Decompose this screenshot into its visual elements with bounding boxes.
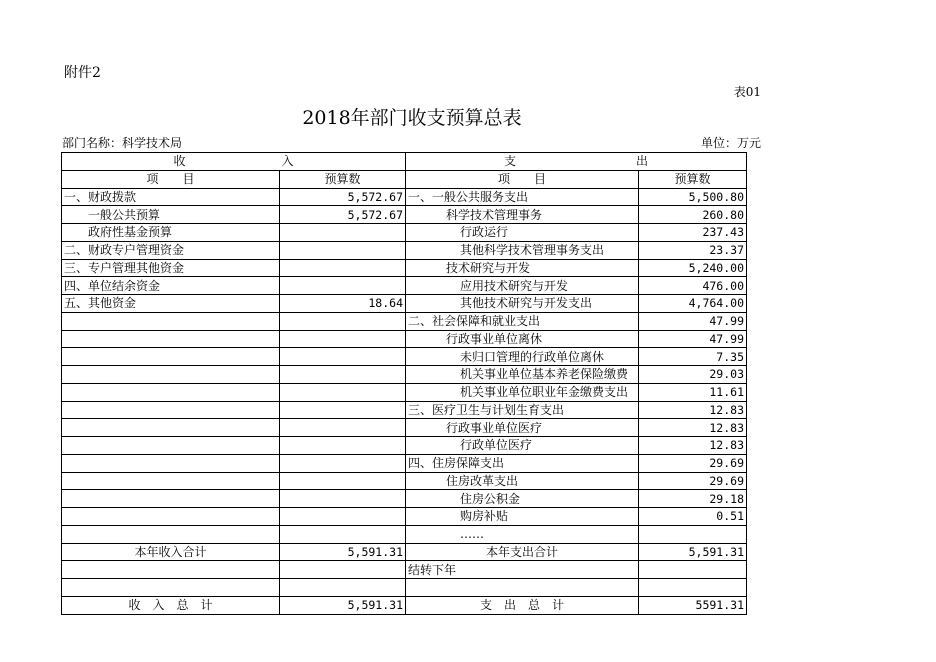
table-row (62, 419, 747, 437)
table-row (62, 490, 747, 508)
table-row (62, 188, 747, 206)
expense-value: 11.61 (639, 383, 747, 401)
expense-item: 机关事业单位基本养老保险缴费 (406, 366, 639, 384)
expense-item: 二、社会保障和就业支出 (406, 312, 639, 330)
expense-subtotal-value: 5,591.31 (639, 543, 747, 561)
income-value (280, 401, 406, 419)
expense-value: 12.83 (639, 419, 747, 437)
income-value: 5,572.67 (280, 188, 406, 206)
income-value (280, 383, 406, 401)
expense-item: 行政运行 (406, 224, 639, 242)
income-subtotal-value: 5,591.31 (280, 543, 406, 561)
income-item: 五、其他资金 (62, 295, 280, 313)
income-item (62, 312, 280, 330)
income-item-header: 项 目 (62, 170, 280, 188)
income-item: 一般公共预算 (62, 206, 280, 224)
table-row (62, 206, 747, 224)
income-item (62, 561, 280, 579)
income-value (280, 259, 406, 277)
table-number: 表01 (733, 85, 761, 99)
income-item (62, 401, 280, 419)
expense-item: 三、医疗卫生与计划生育支出 (406, 401, 639, 419)
table-row (62, 241, 747, 259)
expense-value: 4,764.00 (639, 295, 747, 313)
expense-total-value: 5591.31 (639, 596, 747, 614)
income-item (62, 472, 280, 490)
table-row-total (62, 596, 747, 614)
income-total-label: 收 入 总 计 (62, 596, 280, 614)
income-value (280, 366, 406, 384)
expense-value (639, 579, 747, 597)
income-value (280, 579, 406, 597)
expense-value: 12.83 (639, 401, 747, 419)
expense-item: 应用技术研究与开发 (406, 277, 639, 295)
income-item: 三、专户管理其他资金 (62, 259, 280, 277)
expense-value (639, 525, 747, 543)
table-row (62, 525, 747, 543)
income-value (280, 561, 406, 579)
income-header: 收 入 (62, 153, 406, 171)
income-value (280, 490, 406, 508)
expense-item-header: 项 目 (406, 170, 639, 188)
expense-value: 47.99 (639, 312, 747, 330)
expense-item: 结转下年 (406, 561, 639, 579)
expense-value: 23.37 (639, 241, 747, 259)
income-item: 一、财政拨款 (62, 188, 280, 206)
income-item (62, 348, 280, 366)
expense-budget-header: 预算数 (639, 170, 747, 188)
table-row (62, 224, 747, 242)
table-row (62, 330, 747, 348)
department-name: 部门名称：科学技术局 (62, 136, 183, 150)
expense-item: 行政事业单位离休 (406, 330, 639, 348)
table-row (62, 295, 747, 313)
income-value (280, 224, 406, 242)
table-row-subtotal (62, 543, 747, 561)
expense-value: 7.35 (639, 348, 747, 366)
unit-label: 单位：万元 (700, 136, 761, 150)
table-row (62, 366, 747, 384)
income-value (280, 312, 406, 330)
expense-item: 行政单位医疗 (406, 437, 639, 455)
income-item (62, 454, 280, 472)
expense-value: 29.69 (639, 454, 747, 472)
income-value (280, 508, 406, 526)
income-value: 18.64 (280, 295, 406, 313)
income-budget-header: 预算数 (280, 170, 406, 188)
expense-item: 未归口管理的行政单位离休 (406, 348, 639, 366)
attachment-label: 附件2 (64, 65, 101, 81)
income-subtotal-label: 本年收入合计 (62, 543, 280, 561)
expense-value (639, 561, 747, 579)
expense-value: 29.03 (639, 366, 747, 384)
income-value (280, 437, 406, 455)
table-row (62, 401, 747, 419)
income-value: 5,572.67 (280, 206, 406, 224)
header-row-columns (62, 170, 747, 188)
table-row (62, 259, 747, 277)
income-value (280, 525, 406, 543)
income-value (280, 241, 406, 259)
income-item (62, 383, 280, 401)
income-value (280, 277, 406, 295)
table-row (62, 454, 747, 472)
expense-value: 29.18 (639, 490, 747, 508)
income-item (62, 330, 280, 348)
income-value (280, 330, 406, 348)
expense-value: 47.99 (639, 330, 747, 348)
income-item (62, 490, 280, 508)
table-row (62, 472, 747, 490)
expense-value: 12.83 (639, 437, 747, 455)
table-row (62, 312, 747, 330)
income-item: 政府性基金预算 (62, 224, 280, 242)
expense-value: 237.43 (639, 224, 747, 242)
table-row (62, 561, 747, 579)
income-item: 二、财政专户管理资金 (62, 241, 280, 259)
expense-value: 260.80 (639, 206, 747, 224)
expense-item: 其他科学技术管理事务支出 (406, 241, 639, 259)
table-row (62, 579, 747, 597)
expense-item: …… (406, 525, 639, 543)
income-item (62, 419, 280, 437)
expense-value: 476.00 (639, 277, 747, 295)
expense-value: 5,500.80 (639, 188, 747, 206)
expense-value: 0.51 (639, 508, 747, 526)
table-row (62, 383, 747, 401)
expense-item: 科学技术管理事务 (406, 206, 639, 224)
table-row (62, 508, 747, 526)
income-item (62, 525, 280, 543)
table-row (62, 437, 747, 455)
expense-item: 住房改革支出 (406, 472, 639, 490)
expense-item: 技术研究与开发 (406, 259, 639, 277)
expense-value: 29.69 (639, 472, 747, 490)
income-item (62, 366, 280, 384)
income-item (62, 579, 280, 597)
income-item: 四、单位结余资金 (62, 277, 280, 295)
expense-item: 其他技术研究与开发支出 (406, 295, 639, 313)
income-value (280, 419, 406, 437)
income-value (280, 454, 406, 472)
expense-item: 购房补贴 (406, 508, 639, 526)
expense-item: 机关事业单位职业年金缴费支出 (406, 383, 639, 401)
income-value (280, 348, 406, 366)
expense-item: 四、住房保障支出 (406, 454, 639, 472)
expense-item: 行政事业单位医疗 (406, 419, 639, 437)
income-item (62, 437, 280, 455)
page-title: 2018年部门收支预算总表 (302, 107, 522, 129)
table-row (62, 348, 747, 366)
table-row (62, 277, 747, 295)
expense-item: 住房公积金 (406, 490, 639, 508)
header-row-group (62, 153, 747, 171)
expense-header: 支 出 (406, 153, 747, 171)
expense-item: 一、一般公共服务支出 (406, 188, 639, 206)
income-total-value: 5,591.31 (280, 596, 406, 614)
income-value (280, 472, 406, 490)
expense-total-label: 支 出 总 计 (406, 596, 639, 614)
expense-item (406, 579, 639, 597)
budget-table (61, 152, 747, 615)
income-item (62, 508, 280, 526)
expense-subtotal-label: 本年支出合计 (406, 543, 639, 561)
expense-value: 5,240.00 (639, 259, 747, 277)
